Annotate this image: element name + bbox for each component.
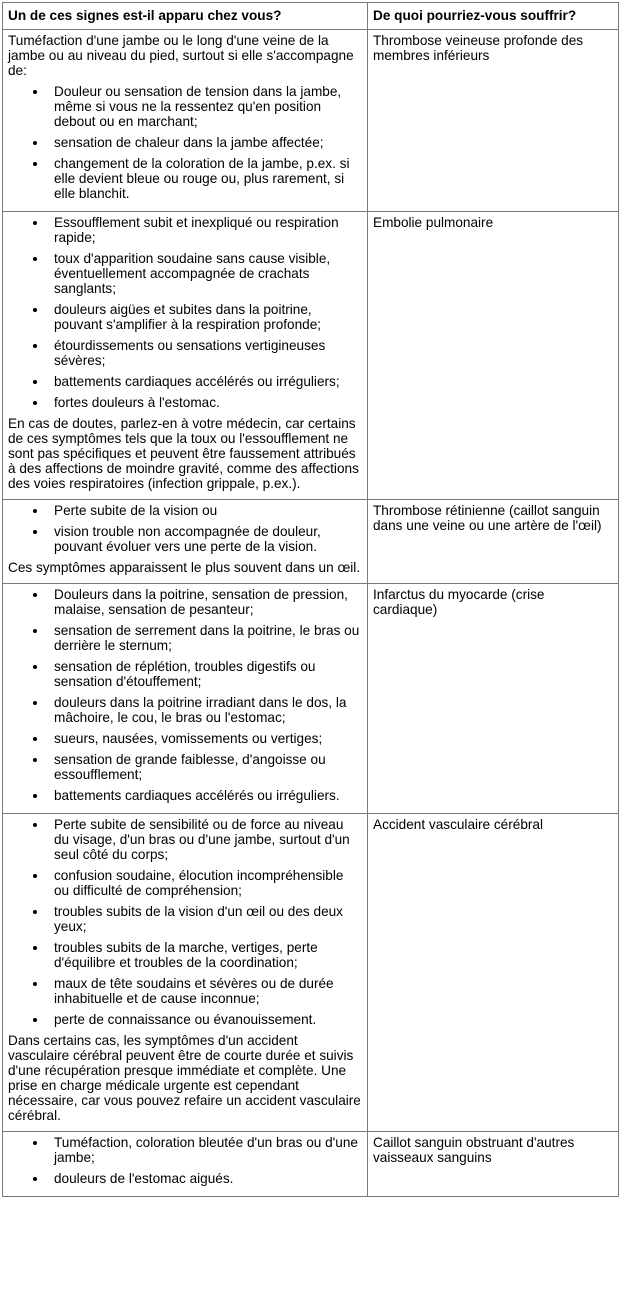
symptom-item: battements cardiaques accélérés ou irréguliers; [8, 374, 361, 389]
symptom-item: sensation de réplétion, troubles digestifs ou sensation d'étouffement; [8, 659, 361, 689]
symptom-item: Tuméfaction, coloration bleutée d'un bras ou d'une jambe; [8, 1135, 361, 1165]
condition-cell [368, 500, 619, 584]
symptom-item: Douleurs dans la poitrine, sensation de pression, malaise, sensation de pesanteur; [8, 587, 361, 617]
symptoms-cell [3, 212, 368, 500]
header-signs: Un de ces signes est-il apparu chez vous? [3, 3, 368, 30]
table-row [3, 814, 619, 1132]
condition-label: Caillot sanguin obstruant d'autres vaisseaux sanguins [373, 1135, 575, 1165]
symptom-item: Essoufflement subit et inexpliqué ou respiration rapide; [8, 215, 361, 245]
symptom-list [8, 587, 361, 803]
symptom-item: sensation de grande faiblesse, d'angoisse ou essoufflement; [8, 752, 361, 782]
condition-cell [368, 212, 619, 500]
symptom-item: troubles subits de la marche, vertiges, perte d'équilibre et troubles de la coordination; [8, 940, 361, 970]
symptom-list [8, 503, 361, 554]
table-body [3, 30, 619, 1197]
condition-cell [368, 814, 619, 1132]
condition-label: Infarctus du myocarde (crise cardiaque) [373, 587, 545, 617]
symptom-item: changement de la coloration de la jambe, p.ex. si elle devient bleue ou rouge ou, plus rarement, si elle blanchit. [8, 156, 361, 201]
symptom-item: douleurs de l'estomac aigués. [8, 1171, 361, 1186]
symptom-item: toux d'apparition soudaine sans cause visible, éventuellement accompagnée de crachats sanglants; [8, 251, 361, 296]
table-row [3, 1132, 619, 1197]
symptom-item: douleurs aigües et subites dans la poitrine, pouvant s'amplifier à la respiration profonde; [8, 302, 361, 332]
symptoms-cell [3, 584, 368, 814]
symptoms-table [2, 2, 619, 1197]
symptom-item: Perte subite de sensibilité ou de force au niveau du visage, d'un bras ou d'une jambe, surtout d'un seul côté du corps; [8, 817, 361, 862]
symptom-item: troubles subits de la vision d'un œil ou des deux yeux; [8, 904, 361, 934]
table-row [3, 212, 619, 500]
symptom-item: battements cardiaques accélérés ou irréguliers. [8, 788, 361, 803]
symptom-note: Dans certains cas, les symptômes d'un accident vasculaire cérébral peuvent être de courte durée et suivis d'une récupération presque immédiate et complète. Une prise en charge médicale urgente est cependant nécessaire, car vous pouvez refaire un accident vasculaire cérébral. [8, 1033, 361, 1123]
symptom-item: étourdissements ou sensations vertigineuses sévères; [8, 338, 361, 368]
table-header-row [3, 3, 619, 30]
symptoms-cell [3, 500, 368, 584]
condition-label: Thrombose rétinienne (caillot sanguin dans une veine ou une artère de l'œil) [373, 503, 602, 533]
symptom-list [8, 215, 361, 410]
symptom-list [8, 817, 361, 1027]
symptom-item: vision trouble non accompagnée de douleur, pouvant évoluer vers une perte de la vision. [8, 524, 361, 554]
condition-cell [368, 1132, 619, 1197]
symptom-intro: Tuméfaction d'une jambe ou le long d'une veine de la jambe ou au niveau du pied, surtout si elle s'accompagne de: [8, 33, 354, 78]
symptom-item: perte de connaissance ou évanouissement. [8, 1012, 361, 1027]
condition-label: Accident vasculaire cérébral [373, 817, 544, 832]
symptoms-cell [3, 1132, 368, 1197]
symptom-item: confusion soudaine, élocution incompréhensible ou difficulté de compréhension; [8, 868, 361, 898]
symptom-item: Douleur ou sensation de tension dans la jambe, même si vous ne la ressentez qu'en position debout ou en marchant; [8, 84, 361, 129]
symptom-item: sensation de chaleur dans la jambe affectée; [8, 135, 361, 150]
symptom-item: sensation de serrement dans la poitrine, le bras ou derrière le sternum; [8, 623, 361, 653]
symptom-note: En cas de doutes, parlez-en à votre médecin, car certains de ces symptômes tels que la toux ou l'essoufflement ne sont pas spécifiques et peuvent être faussement attribués à des affections de moindre gravité, comme des affections des voies respiratoires (infection grippale, p.ex.). [8, 416, 359, 491]
symptom-list [8, 84, 361, 201]
symptom-item: douleurs dans la poitrine irradiant dans le dos, la mâchoire, le cou, le bras ou l'estomac; [8, 695, 361, 725]
condition-label: Thrombose veineuse profonde des membres inférieurs [373, 33, 584, 63]
symptom-item: maux de tête soudains et sévères ou de durée inhabituelle et de cause inconnue; [8, 976, 361, 1006]
condition-cell [368, 584, 619, 814]
table-row [3, 30, 619, 212]
table-row [3, 500, 619, 584]
condition-label: Embolie pulmonaire [373, 215, 494, 230]
symptom-item: fortes douleurs à l'estomac. [8, 395, 361, 410]
table-row [3, 584, 619, 814]
symptom-list [8, 1135, 361, 1186]
symptoms-cell [3, 30, 368, 212]
symptom-note: Ces symptômes apparaissent le plus souvent dans un œil. [8, 560, 361, 575]
symptoms-cell [3, 814, 368, 1132]
header-condition: De quoi pourriez-vous souffrir? [368, 3, 619, 30]
condition-cell [368, 30, 619, 212]
symptom-item: sueurs, nausées, vomissements ou vertiges; [8, 731, 361, 746]
symptom-item: Perte subite de la vision ou [8, 503, 361, 518]
